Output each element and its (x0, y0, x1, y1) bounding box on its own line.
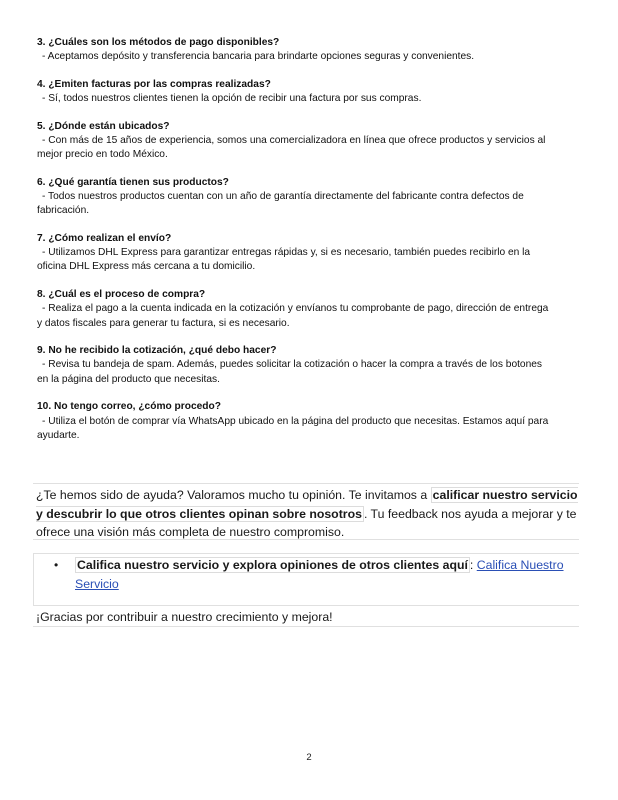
faq-answer-line: y datos fiscales para generar tu factura, si es necesario. (37, 317, 290, 329)
faq-answer-line (37, 302, 577, 316)
bullet-strong-text: Califica nuestro servicio y explora opiniones de otros clientes aquí (77, 558, 468, 572)
faq-question: 7. ¿Cómo realizan el envío? (37, 233, 172, 245)
feedback-paragraph (33, 483, 579, 545)
faq-answer-text: - Aceptamos depósito y transferencia bancaria para brindarte opciones seguras y convenientes. (42, 51, 475, 63)
faq-item (37, 232, 577, 275)
faq-question: 6. ¿Qué garantía tienen sus productos? (37, 176, 229, 188)
faq-answer-line (37, 50, 577, 64)
faq-item (37, 344, 577, 387)
bullet-icon: • (54, 558, 59, 572)
divider (33, 553, 34, 605)
feedback-highlight: calificar nuestro servicio y descubrir lo que otros clientes opinan sobre nosotros (36, 488, 578, 521)
divider (33, 553, 579, 554)
faq-answer-text: - Utilizamos DHL Express para garantizar entregas rápidas y, si es necesario, también puedes recibirlo en la (42, 247, 531, 259)
faq-item (37, 120, 577, 163)
faq-answer-text: - Con más de 15 años de experiencia, somos una comercializadora en línea que ofrece productos y servicios al (42, 135, 546, 147)
bullet-separator: : (469, 558, 477, 572)
faq-answer-text: - Utiliza el botón de comprar vía WhatsApp ubicado en la página del producto que necesitas. Estamos aquí para (42, 415, 549, 427)
faq-answer-line: fabricación. (37, 205, 90, 217)
faq-question: 9. No he recibido la cotización, ¿qué debo hacer? (37, 345, 277, 357)
divider (33, 605, 579, 606)
faq-answer-line (37, 134, 577, 148)
faq-answer-line (37, 92, 577, 106)
faq-question: 3. ¿Cuáles son los métodos de pago disponibles? (37, 37, 280, 48)
faq-answer-line (37, 190, 577, 204)
feedback-intro: ¿Te hemos sido de ayuda? Valoramos mucho tu opinión. Te invitamos a (36, 488, 431, 502)
faq-question: 8. ¿Cuál es el proceso de compra? (37, 289, 206, 301)
rate-service-link[interactable]: Califica Nuestro Servicio (75, 558, 564, 591)
faq-answer-line: ayudarte. (37, 429, 80, 441)
page-number: 2 (306, 752, 312, 763)
faq-answer-text: - Todos nuestros productos cuentan con un año de garantía directamente del fabricante contra defectos de (42, 191, 524, 203)
divider (33, 626, 579, 627)
faq-question: 4. ¿Emiten facturas por las compras realizadas? (37, 78, 271, 90)
faq-item (37, 288, 577, 331)
faq-item (37, 400, 577, 443)
faq-item (37, 36, 577, 64)
faq-answer-text: - Sí, todos nuestros clientes tienen la opción de recibir una factura por sus compras. (42, 93, 422, 105)
faq-answer-line: mejor precio en todo México. (37, 149, 168, 161)
thanks-text: ¡Gracias por contribuir a nuestro crecimiento y mejora! (36, 610, 333, 624)
faq-answer-text: - Realiza el pago a la cuenta indicada en la cotización y envíanos tu comprobante de pago, dirección de entrega (42, 303, 549, 315)
feedback-outro: . Tu feedback nos ayuda a mejorar y te ofrece una visión más completa de nuestro compromiso. (36, 506, 577, 539)
faq-answer-line (37, 246, 577, 260)
divider (33, 539, 579, 540)
faq-answer-text: - Revisa tu bandeja de spam. Además, puedes solicitar la cotización o hacer la compra a través de los botones (42, 359, 543, 371)
faq-question: 5. ¿Dónde están ubicados? (37, 120, 170, 132)
faq-answer-line (37, 415, 577, 429)
faq-answer-line: en la página del producto que necesitas. (37, 373, 220, 385)
faq-answer-line (37, 358, 577, 372)
faq-item (37, 176, 577, 219)
bullet-text (75, 556, 565, 593)
faq-list (37, 36, 577, 456)
faq-answer-line: oficina DHL Express más cercana a tu domicilio. (37, 261, 256, 273)
faq-question: 10. No tengo correo, ¿cómo procedo? (37, 401, 221, 413)
faq-item (37, 78, 577, 106)
